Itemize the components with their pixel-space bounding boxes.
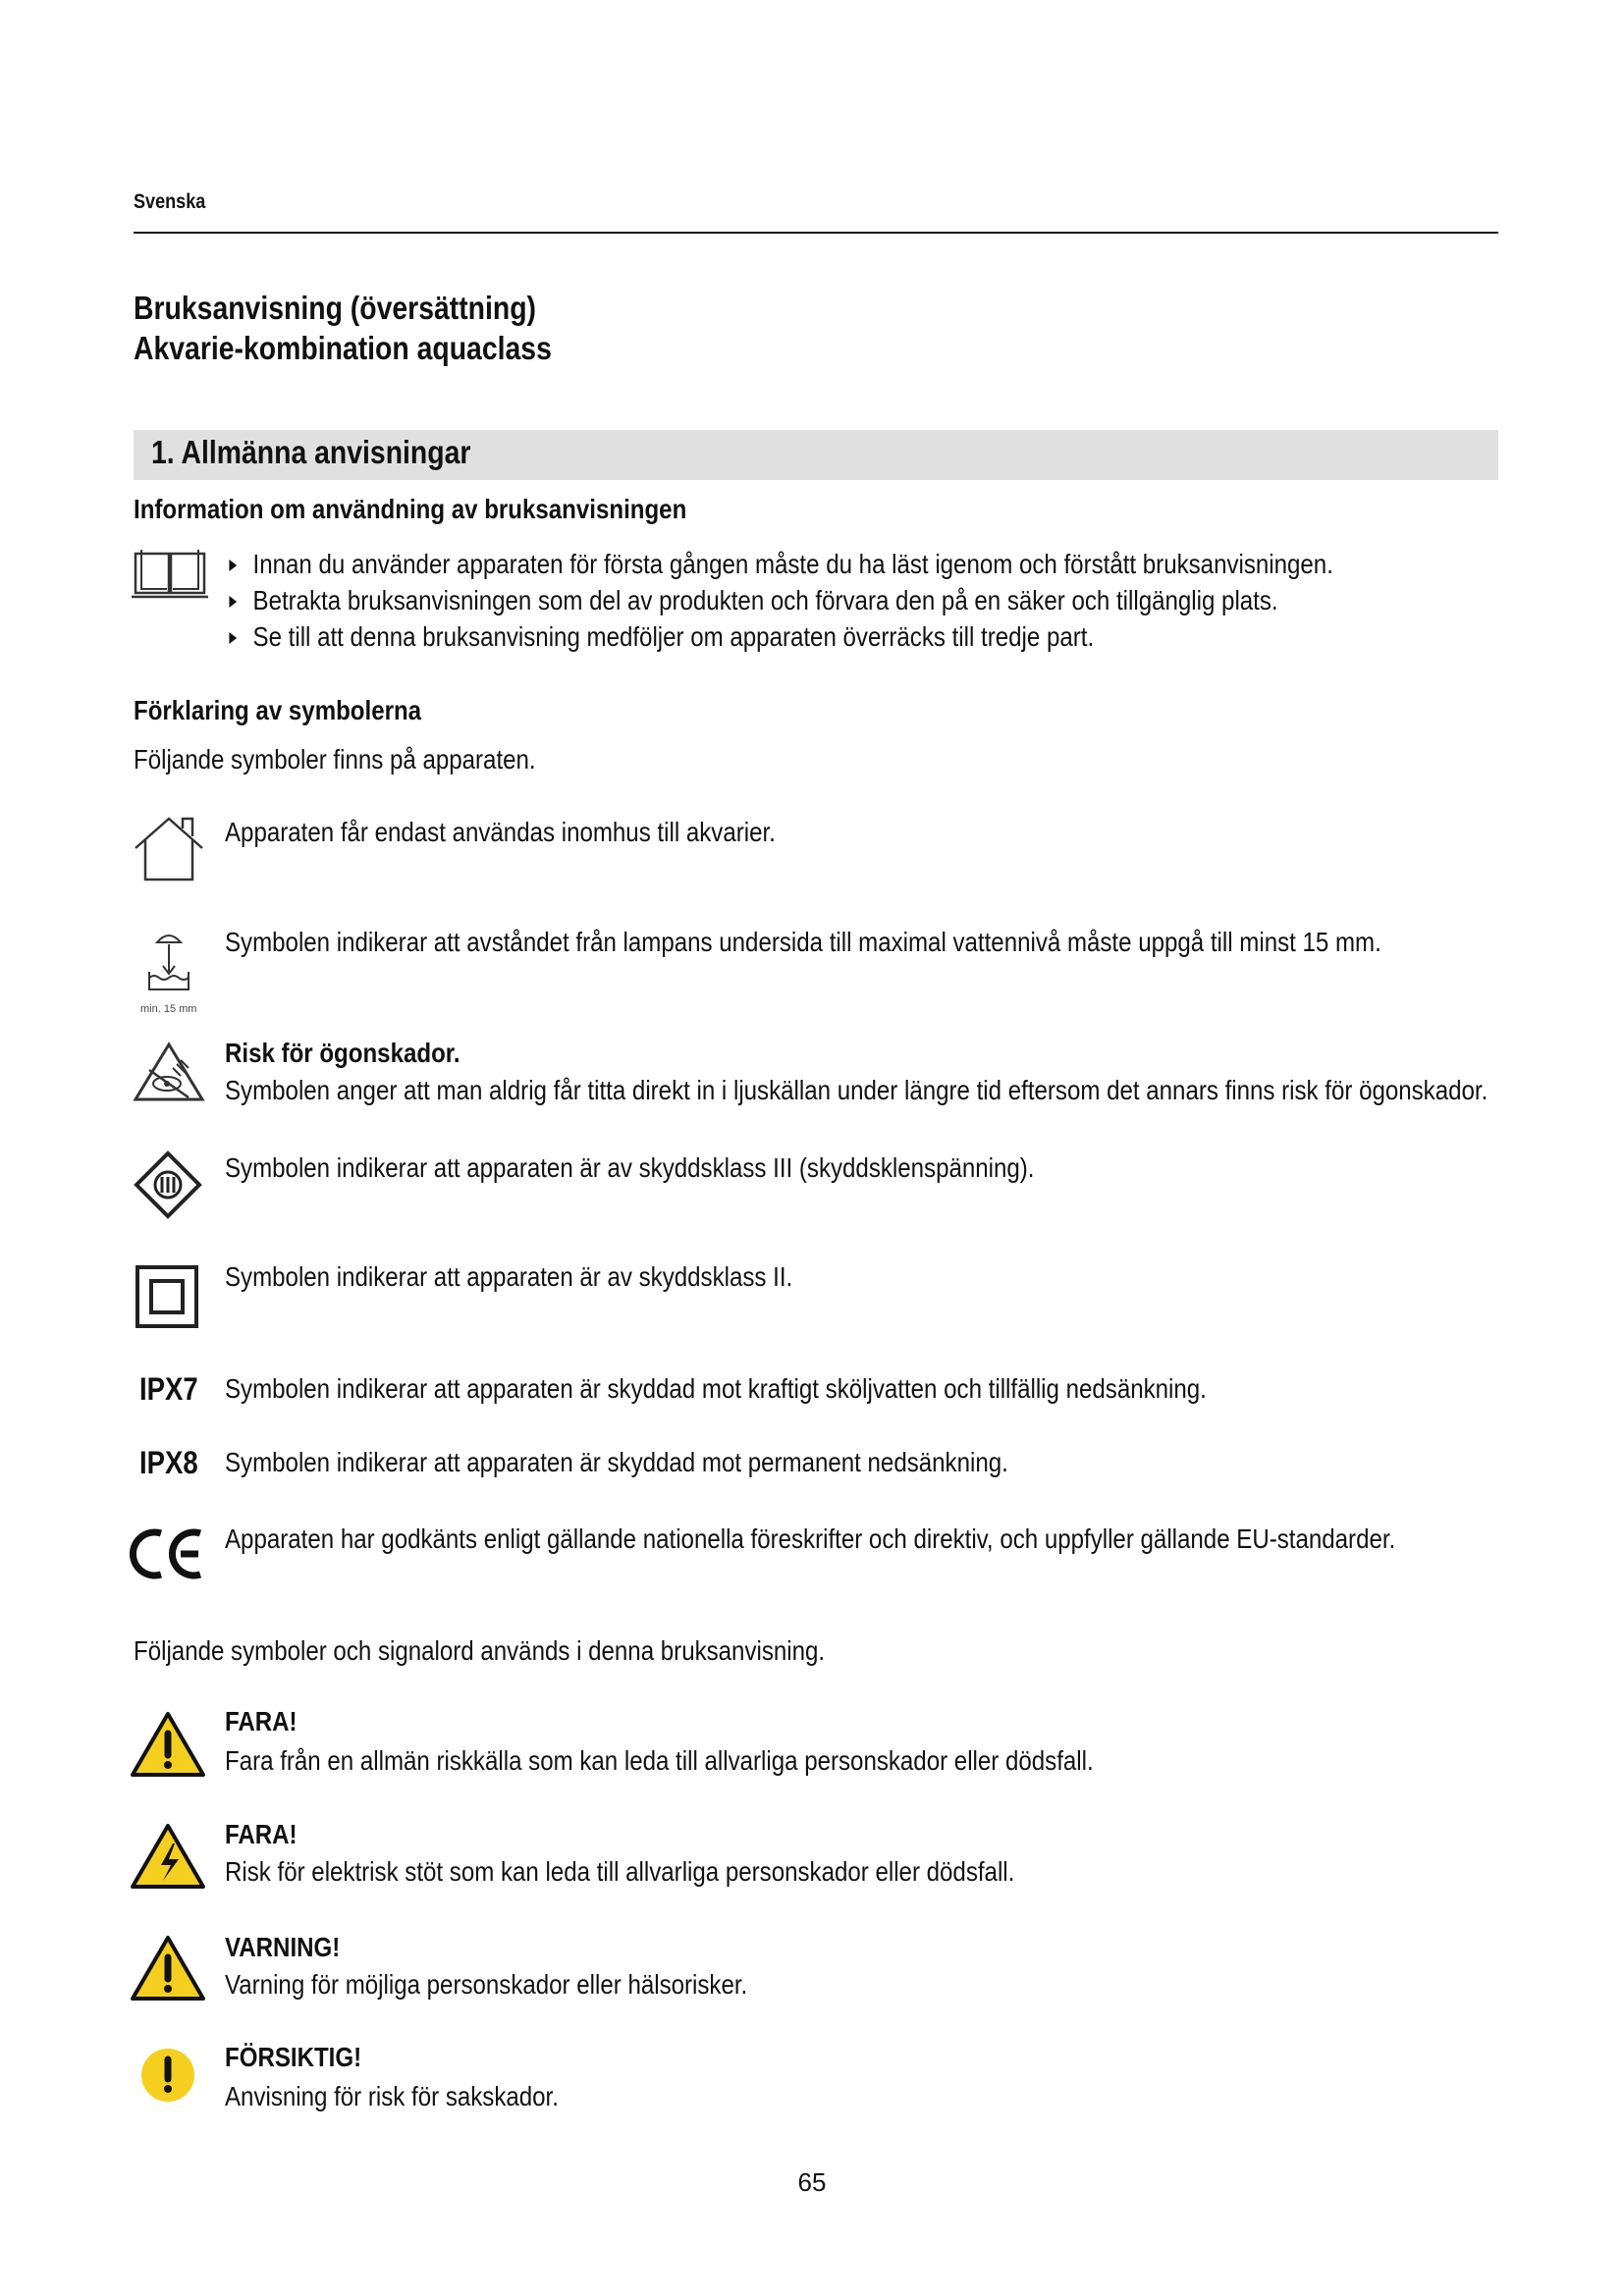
book-icon [130,546,210,608]
signal-title-danger: FARA! [225,1706,298,1736]
list-item: Se till att denna bruksanvisning medföljer om apparaten överräcks till tredje part. [226,618,1333,655]
symbol-text-class-2: Symbolen indikerar att apparaten är av skyddsklass II. [225,1261,793,1292]
language-label: Svenska [134,190,206,213]
ce-mark-icon [130,1525,208,1587]
product-title: Akvarie-kombination aquaclass [134,330,552,366]
signal-text-danger: Fara från en allmän riskkälla som kan leda till allvarliga personskador eller dödsfall. [225,1745,1094,1776]
bullet-arrow-icon [229,560,237,571]
header-rule [134,232,1498,234]
protection-class-3-icon [134,1150,202,1224]
eye-hazard-icon [132,1041,206,1108]
symbol-text-ce: Apparaten har godkänts enligt gällande nationella föreskrifter och direktiv, och uppfyller gällande EU-standarder. [225,1523,1396,1554]
list-item: Betrakta bruksanvisningen som del av produkten och förvara den på en säker och tillgänglig plats. [226,582,1333,618]
document-title: Bruksanvisning (översättning) [134,290,537,326]
symbols-heading: Förklaring av symbolerna [134,695,422,725]
caution-circle-icon [139,2047,196,2109]
list-item: Innan du använder apparaten för första gången måste du ha läst igenom och förstått bruksanvisningen. [226,546,1333,582]
signal-words-intro: Följande symboler och signalord används i denna bruksanvisning. [134,1635,826,1666]
ipx8-label: IPX8 [139,1445,198,1480]
warning-triangle-icon [130,1934,206,2007]
symbol-text-eye-hazard: Symbolen anger att man aldrig får titta direkt in i ljuskällan under längre tid eftersom det annars finns risk för ögonskador. [225,1075,1489,1105]
symbols-intro: Följande symboler finns på apparaten. [134,744,536,774]
signal-text-electric: Risk för elektrisk stöt som kan leda till allvarliga personskador eller dödsfall. [225,1856,1015,1887]
symbol-text-indoor: Apparaten får endast användas inomhus till akvarier. [225,817,776,847]
signal-text-warning: Varning för möjliga personskador eller hälsorisker. [225,1969,748,2000]
protection-class-2-icon [135,1264,199,1334]
electric-hazard-icon [130,1822,206,1896]
signal-title-warning: VARNING! [225,1932,341,1962]
usage-info-list [226,546,1333,655]
bullet-arrow-icon [229,632,237,644]
indoor-house-icon [132,815,206,888]
signal-text-caution: Anvisning för risk för sakskador. [225,2081,559,2111]
bullet-arrow-icon [229,596,237,608]
symbol-text-ipx8: Symbolen indikerar att apparaten är skyddad mot permanent nedsänkning. [225,1447,1008,1477]
warning-triangle-icon [130,1710,206,1784]
symbol-text-lamp-distance: Symbolen indikerar att avståndet från lampans undersida till maximal vattennivå måste uppgå till minst 15 mm. [225,927,1381,957]
lamp-distance-icon [143,929,194,1002]
lamp-distance-caption: min. 15 mm [140,1003,197,1015]
signal-title-caution: FÖRSIKTIG! [225,2042,362,2072]
usage-info-heading: Information om användning av bruksanvisningen [134,494,687,524]
signal-title-electric: FARA! [225,1819,298,1849]
symbol-text-class-3: Symbolen indikerar att apparaten är av skyddsklass III (skyddsklenspänning). [225,1152,1035,1183]
page-number: 65 [797,2167,827,2197]
symbol-title-eye-hazard: Risk för ögonskador. [225,1038,460,1068]
section-title: 1. Allmänna anvisningar [151,434,471,470]
symbol-text-ipx7: Symbolen indikerar att apparaten är skyddad mot kraftigt sköljvatten och tillfällig nedsänkning. [225,1373,1207,1404]
ipx7-label: IPX7 [139,1371,198,1407]
